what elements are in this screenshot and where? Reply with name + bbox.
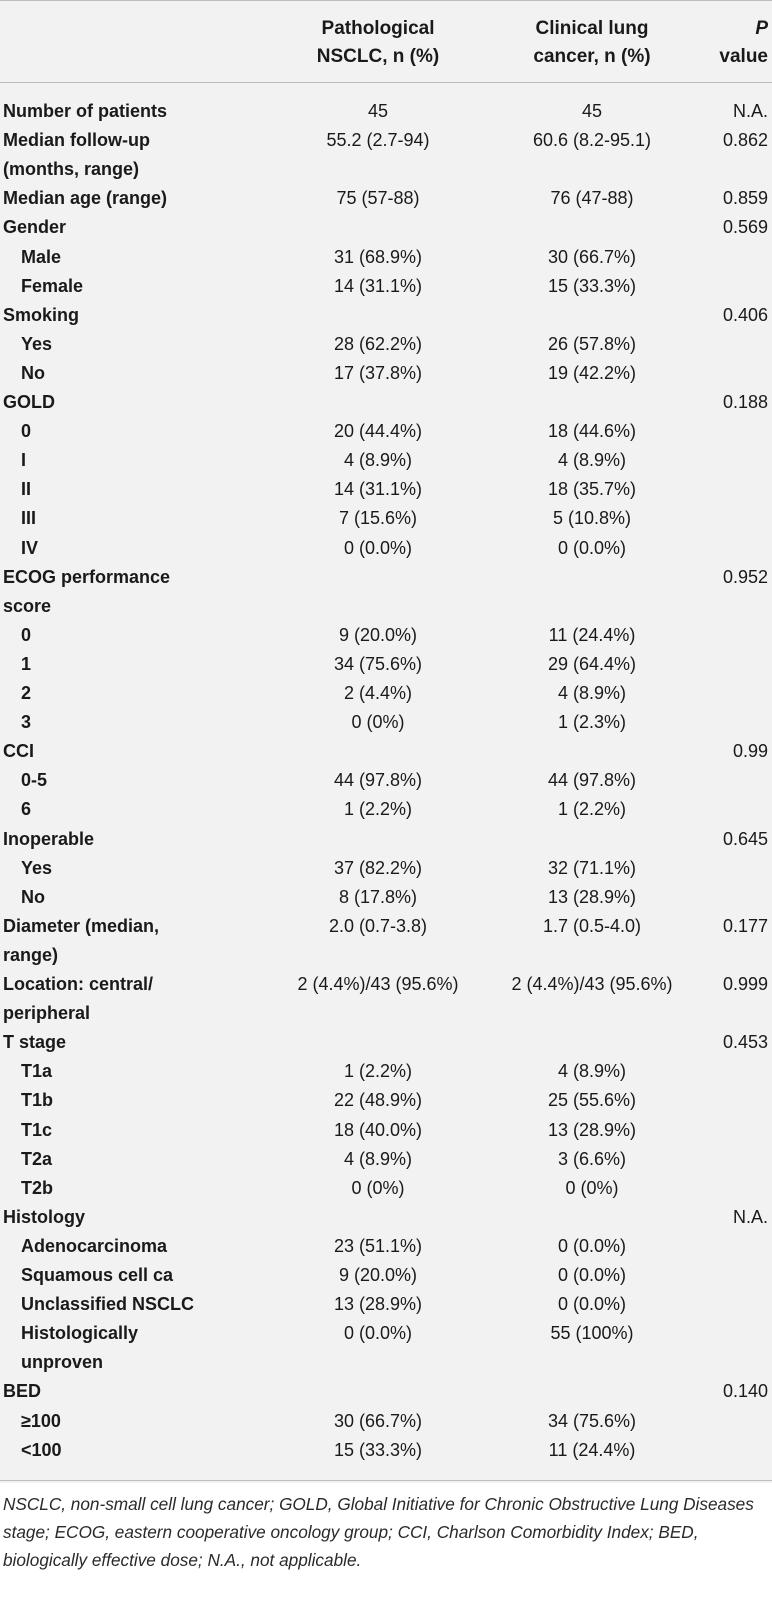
table-row bbox=[0, 1377, 772, 1405]
table-row bbox=[0, 1436, 772, 1464]
cell-clinical: 15 (33.3%) bbox=[547, 275, 637, 296]
header-value-word: value bbox=[719, 46, 768, 67]
table-row bbox=[0, 650, 772, 678]
row-label: peripheral bbox=[3, 1003, 91, 1024]
row-label: T2a bbox=[21, 1148, 53, 1169]
table-row bbox=[0, 621, 772, 649]
table-row bbox=[0, 912, 772, 940]
cell-p-value: 0.859 bbox=[722, 188, 768, 209]
row-label: score bbox=[3, 595, 52, 616]
cell-p-value: N.A. bbox=[732, 1206, 768, 1227]
table-footnote: NSCLC, non-small cell lung cancer; GOLD, Global Initiative for Chronic Obstructive Lung Diseases stage; ECOG, eastern cooperative oncology group; CCI, Charlson Comorbidity Index; BED, biologically effective dose; N.A., not applicable. bbox=[3, 1494, 754, 1570]
table-row bbox=[0, 301, 772, 329]
table-row bbox=[0, 1232, 772, 1260]
row-label: CCI bbox=[3, 741, 34, 762]
cell-pathological: 9 (20.0%) bbox=[338, 624, 418, 645]
cell-clinical: 30 (66.7%) bbox=[547, 246, 637, 267]
row-label: T1a bbox=[21, 1061, 53, 1082]
table-row bbox=[0, 970, 772, 998]
cell-pathological: 2.0 (0.7-3.8) bbox=[328, 915, 428, 936]
row-label: Inoperable bbox=[3, 828, 95, 849]
cell-clinical: 1.7 (0.5-4.0) bbox=[542, 915, 642, 936]
cell-p-value: 0.569 bbox=[722, 217, 768, 238]
cell-clinical: 4 (8.9%) bbox=[557, 450, 627, 471]
table-row bbox=[0, 941, 772, 969]
cell-p-value: 0.140 bbox=[722, 1381, 768, 1402]
row-label: BED bbox=[3, 1381, 42, 1402]
table-row bbox=[0, 1174, 772, 1202]
table-row bbox=[0, 999, 772, 1027]
row-label: Number of patients bbox=[3, 101, 168, 121]
cell-clinical: 76 (47-88) bbox=[550, 188, 634, 209]
table-row bbox=[0, 184, 772, 212]
row-label: 0 bbox=[21, 421, 32, 442]
cell-p-value: N.A. bbox=[732, 101, 768, 121]
row-label: ≥100 bbox=[21, 1410, 61, 1431]
cell-pathological: 31 (68.9%) bbox=[333, 246, 423, 267]
cell-pathological: 44 (97.8%) bbox=[333, 770, 423, 791]
table-row bbox=[0, 272, 772, 300]
row-label: Adenocarcinoma bbox=[21, 1235, 168, 1256]
row-label: range) bbox=[3, 944, 59, 965]
table-row bbox=[0, 1348, 772, 1376]
table-row bbox=[0, 1319, 772, 1347]
cell-pathological: 0 (0%) bbox=[351, 712, 405, 733]
row-label: I bbox=[21, 450, 27, 471]
table-row bbox=[0, 1261, 772, 1289]
row-label: Male bbox=[21, 246, 62, 267]
cell-clinical: 18 (44.6%) bbox=[547, 421, 637, 442]
table-row bbox=[0, 475, 772, 503]
cell-pathological: 17 (37.8%) bbox=[333, 362, 423, 383]
cell-pathological: 0 (0%) bbox=[351, 1177, 405, 1198]
cell-clinical: 4 (8.9%) bbox=[557, 683, 627, 703]
table-row bbox=[0, 1086, 772, 1114]
cell-p-value: 0.862 bbox=[722, 130, 768, 151]
cell-clinical: 0 (0.0%) bbox=[557, 537, 627, 558]
row-label: No bbox=[21, 886, 45, 907]
row-label: 3 bbox=[21, 712, 32, 733]
cell-pathological: 1 (2.2%) bbox=[343, 799, 413, 820]
cell-pathological: 1 (2.2%) bbox=[343, 1061, 413, 1082]
table-row bbox=[0, 592, 772, 620]
header-col2-line2: cancer, n (%) bbox=[533, 46, 651, 67]
cell-pathological: 18 (40.0%) bbox=[333, 1119, 423, 1140]
cell-clinical: 0 (0.0%) bbox=[557, 1294, 627, 1315]
table-row bbox=[0, 359, 772, 387]
row-label: unproven bbox=[21, 1352, 104, 1373]
cell-pathological: 34 (75.6%) bbox=[333, 653, 423, 674]
table-row bbox=[0, 795, 772, 823]
header-col1-line1: Pathological bbox=[321, 18, 435, 39]
cell-pathological: 0 (0.0%) bbox=[343, 537, 413, 558]
cell-clinical: 11 (24.4%) bbox=[548, 1439, 636, 1460]
table-row bbox=[0, 504, 772, 532]
cell-p-value: 0.406 bbox=[722, 304, 768, 325]
cell-pathological: 9 (20.0%) bbox=[338, 1265, 418, 1285]
cell-clinical: 4 (8.9%) bbox=[557, 1061, 627, 1082]
table-row bbox=[0, 97, 772, 125]
table-row bbox=[0, 1407, 772, 1435]
cell-clinical: 0 (0.0%) bbox=[557, 1235, 627, 1256]
cell-clinical: 0 (0.0%) bbox=[557, 1265, 627, 1285]
cell-clinical: 45 bbox=[581, 101, 603, 121]
cell-pathological: 4 (8.9%) bbox=[343, 450, 413, 471]
header-p-letter: P bbox=[755, 18, 768, 39]
table-row bbox=[0, 1116, 772, 1144]
cell-pathological: 2 (4.4%) bbox=[343, 683, 413, 703]
cell-clinical: 55 (100%) bbox=[550, 1323, 634, 1344]
row-label: T stage bbox=[3, 1032, 67, 1053]
table-row bbox=[0, 1145, 772, 1173]
row-label: 0-5 bbox=[21, 770, 48, 791]
cell-pathological: 23 (51.1%) bbox=[333, 1235, 423, 1256]
row-label: 0 bbox=[21, 624, 32, 645]
cell-clinical: 3 (6.6%) bbox=[557, 1148, 627, 1169]
table-row bbox=[0, 213, 772, 241]
cell-clinical: 2 (4.4%)/43 (95.6%) bbox=[511, 974, 673, 994]
table-row bbox=[0, 708, 772, 736]
cell-pathological: 22 (48.9%) bbox=[333, 1090, 423, 1111]
row-label: ECOG performance bbox=[3, 566, 171, 587]
header-col2-line1: Clinical lung bbox=[535, 18, 649, 39]
row-label: Median age (range) bbox=[3, 188, 168, 209]
row-label: 2 bbox=[21, 683, 32, 703]
table-row bbox=[0, 766, 772, 794]
cell-p-value: 0.952 bbox=[722, 566, 768, 587]
table-header bbox=[0, 0, 772, 83]
cell-pathological: 13 (28.9%) bbox=[333, 1294, 423, 1315]
cell-clinical: 13 (28.9%) bbox=[547, 886, 637, 907]
table-row bbox=[0, 883, 772, 911]
row-label: Female bbox=[21, 275, 84, 296]
cell-pathological: 2 (4.4%)/43 (95.6%) bbox=[297, 974, 459, 994]
cell-pathological: 15 (33.3%) bbox=[333, 1439, 423, 1460]
cell-clinical: 18 (35.7%) bbox=[547, 479, 637, 500]
cell-pathological: 28 (62.2%) bbox=[333, 333, 423, 354]
table-row bbox=[0, 417, 772, 445]
cell-p-value: 0.453 bbox=[722, 1032, 768, 1053]
table-body bbox=[0, 83, 772, 1483]
row-label: Histologically bbox=[21, 1323, 139, 1344]
table-row bbox=[0, 446, 772, 474]
row-label: T1b bbox=[21, 1090, 54, 1111]
row-label: Location: central/ bbox=[3, 974, 154, 994]
table-row bbox=[0, 1203, 772, 1231]
row-label: Histology bbox=[3, 1206, 86, 1227]
cell-p-value: 0.177 bbox=[722, 915, 768, 936]
cell-clinical: 44 (97.8%) bbox=[547, 770, 637, 791]
header-p-value bbox=[700, 15, 768, 71]
row-label: Yes bbox=[21, 333, 53, 354]
cell-clinical: 5 (10.8%) bbox=[552, 508, 632, 529]
cell-clinical: 26 (57.8%) bbox=[547, 333, 637, 354]
table-row bbox=[0, 126, 772, 154]
cell-pathological: 0 (0.0%) bbox=[343, 1323, 413, 1344]
table-row bbox=[0, 1290, 772, 1318]
cell-clinical: 25 (55.6%) bbox=[547, 1090, 637, 1111]
table-row bbox=[0, 534, 772, 562]
cell-clinical: 11 (24.4%) bbox=[548, 624, 636, 645]
cell-p-value: 0.188 bbox=[722, 392, 768, 412]
table-row bbox=[0, 825, 772, 853]
cell-clinical: 29 (64.4%) bbox=[547, 653, 637, 674]
header-pathological-nsclc bbox=[262, 15, 494, 71]
cell-pathological: 30 (66.7%) bbox=[333, 1410, 423, 1431]
cell-clinical: 32 (71.1%) bbox=[547, 857, 637, 878]
cell-pathological: 20 (44.4%) bbox=[333, 421, 423, 442]
header-clinical-lung-cancer bbox=[484, 15, 700, 71]
cell-pathological: 37 (82.2%) bbox=[333, 857, 423, 878]
cell-pathological: 14 (31.1%) bbox=[333, 479, 423, 500]
row-label: Gender bbox=[3, 217, 67, 238]
cell-pathological: 55.2 (2.7-94) bbox=[326, 130, 430, 151]
row-label: T2b bbox=[21, 1177, 54, 1198]
table-row bbox=[0, 243, 772, 271]
cell-clinical: 1 (2.3%) bbox=[557, 712, 627, 733]
row-label: 6 bbox=[21, 799, 32, 820]
row-label: II bbox=[21, 479, 32, 500]
cell-clinical: 13 (28.9%) bbox=[547, 1119, 637, 1140]
row-label: <100 bbox=[21, 1439, 62, 1460]
table-row bbox=[0, 679, 772, 707]
row-label: Yes bbox=[21, 857, 53, 878]
cell-pathological: 4 (8.9%) bbox=[343, 1148, 413, 1169]
table-row bbox=[0, 737, 772, 765]
table-row bbox=[0, 155, 772, 183]
row-label: III bbox=[21, 508, 37, 529]
row-label: IV bbox=[21, 537, 39, 558]
row-label: Unclassified NSCLC bbox=[21, 1294, 195, 1315]
row-label: Squamous cell ca bbox=[21, 1265, 174, 1285]
row-label: Diameter (median, bbox=[3, 915, 160, 936]
cell-p-value: 0.99 bbox=[732, 741, 768, 762]
cell-pathological: 45 bbox=[367, 101, 389, 121]
table-row bbox=[0, 388, 772, 416]
cell-clinical: 19 (42.2%) bbox=[547, 362, 637, 383]
cell-p-value: 0.645 bbox=[722, 828, 768, 849]
cell-clinical: 1 (2.2%) bbox=[557, 799, 627, 820]
cell-p-value: 0.999 bbox=[722, 974, 768, 994]
cell-clinical: 0 (0%) bbox=[565, 1177, 619, 1198]
cell-pathological: 8 (17.8%) bbox=[338, 886, 418, 907]
table-row bbox=[0, 330, 772, 358]
row-label: GOLD bbox=[3, 392, 55, 412]
header-col1-line2: NSCLC, n (%) bbox=[316, 46, 440, 67]
table-row bbox=[0, 854, 772, 882]
table-bottom-rule bbox=[0, 1480, 772, 1481]
table-row bbox=[0, 1057, 772, 1085]
row-label: Smoking bbox=[3, 304, 80, 325]
cell-pathological: 75 (57-88) bbox=[336, 188, 420, 209]
table-row bbox=[0, 563, 772, 591]
row-label: 1 bbox=[21, 653, 32, 674]
cell-pathological: 7 (15.6%) bbox=[338, 508, 418, 529]
row-label: Median follow-up bbox=[3, 130, 150, 151]
row-label: No bbox=[21, 362, 45, 383]
cell-clinical: 60.6 (8.2-95.1) bbox=[532, 130, 652, 151]
cell-pathological: 14 (31.1%) bbox=[333, 275, 423, 296]
cell-clinical: 34 (75.6%) bbox=[547, 1410, 637, 1431]
table-row bbox=[0, 1028, 772, 1056]
row-label: (months, range) bbox=[3, 159, 140, 180]
row-label: T1c bbox=[21, 1119, 53, 1140]
